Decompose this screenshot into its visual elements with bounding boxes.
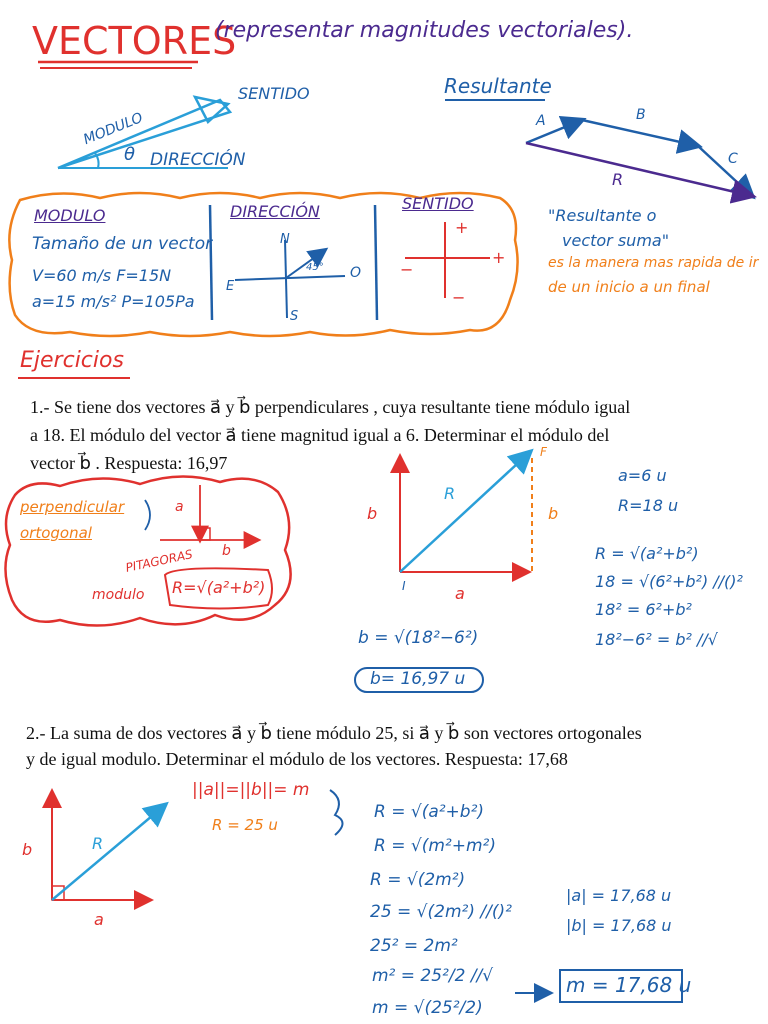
direction-axes xyxy=(235,240,345,318)
result-a: |a| = 17,68 u xyxy=(566,886,672,905)
ejercicios-title: Ejercicios xyxy=(20,348,124,373)
vector-c-label: C xyxy=(728,151,738,167)
problem1-line3: vector b⃗ . Respuesta: 16,97 xyxy=(30,453,228,473)
fig1-b-label: b xyxy=(367,504,378,523)
sentido-minus-bottom: − xyxy=(452,288,466,307)
axis-angle: 45° xyxy=(306,262,324,273)
cloud-b-label: b xyxy=(222,543,231,559)
resultante-diagram xyxy=(445,100,752,196)
problem2-line2: y de igual modulo. Determinar el módulo de los vectores. Respuesta: 17,68 xyxy=(26,749,568,769)
step4: 25 = √(2m²) //()² xyxy=(370,902,512,922)
eq1: R = √(a²+b²) xyxy=(595,544,699,563)
step1: R = √(a²+b²) xyxy=(374,802,485,822)
cloud-perpendicular: perpendicular xyxy=(20,498,125,516)
fig1-a-label: a xyxy=(455,584,465,603)
sentido-minus-left: − xyxy=(400,260,414,279)
fig1-r-label: R xyxy=(444,484,456,503)
given-r: R=18 u xyxy=(618,496,679,515)
label-theta: θ xyxy=(124,144,136,165)
step5: 25² = 2m² xyxy=(370,936,458,956)
problem1-line1: 1.- Se tiene dos vectores a⃗ y b⃗ perpendiculares , cuya resultante tiene módulo igual xyxy=(30,397,631,417)
b-answer: b= 16,97 u xyxy=(370,669,466,689)
cloud-a-label: a xyxy=(175,499,184,515)
axis-s: S xyxy=(290,309,299,324)
eq3: 18² = 6²+b² xyxy=(595,600,692,619)
axis-n: N xyxy=(280,232,290,247)
problem2-line1: 2.- La suma de dos vectores a⃗ y b⃗ tiene módulo 25, si a⃗ y b⃗ son vectores ortogonales xyxy=(26,723,642,743)
resultante-note-1: "Resultante o xyxy=(548,206,657,225)
label-sentido: SENTIDO xyxy=(238,84,310,103)
box-col3-title: SENTIDO xyxy=(402,194,474,213)
result-b: |b| = 17,68 u xyxy=(566,916,672,935)
box-col1-line2: V=60 m/s F=15N xyxy=(32,266,172,285)
box-dividers xyxy=(210,202,377,320)
resultante-note-3: es la manera mas rapida de ir xyxy=(548,255,759,271)
box-col1-line3: a=15 m/s² P=105Pa xyxy=(32,292,195,311)
axis-o: O xyxy=(350,265,362,281)
resultante-note-2: vector suma" xyxy=(562,231,670,250)
given-a: a=6 u xyxy=(618,466,667,485)
condition-r: R = 25 u xyxy=(212,816,278,834)
fig1-b2-label: b xyxy=(548,504,559,523)
eq4: 18²−6² = b² //√ xyxy=(595,630,718,649)
cloud-formula: R=√(a²+b²) xyxy=(172,578,266,597)
step3: R = √(2m²) xyxy=(370,870,466,890)
final-answer: m = 17,68 u xyxy=(566,973,692,997)
fig2-a-label: a xyxy=(94,910,104,929)
eq2: 18 = √(6²+b²) //()² xyxy=(595,572,743,591)
b-equation: b = √(18²−6²) xyxy=(358,628,479,648)
box-col1-line1: Tamaño de un vector xyxy=(32,234,213,254)
resultante-title: Resultante xyxy=(444,74,552,98)
box-col1-title: MODULO xyxy=(34,206,106,225)
resultante-note-4: de un inicio a un final xyxy=(548,278,710,296)
sentido-plus-top: + xyxy=(455,218,469,237)
fig1-i-label: I xyxy=(402,579,406,593)
step2: R = √(m²+m²) xyxy=(374,836,496,856)
sentido-plus-right: + xyxy=(492,248,506,267)
vector-b-label: B xyxy=(636,107,646,123)
step7: m = √(25²/2) xyxy=(372,998,483,1018)
vector-a-label: A xyxy=(536,113,546,129)
problem1-line2: a 18. El módulo del vector a⃗ tiene magnitud igual a 6. Determinar el módulo del xyxy=(30,425,610,445)
box-col2-title: DIRECCIÓN xyxy=(230,202,320,221)
cloud-modulo: modulo xyxy=(92,587,145,603)
cloud-ortogonal: ortogonal xyxy=(20,524,92,542)
sentido-cross xyxy=(405,218,490,298)
step6: m² = 25²/2 //√ xyxy=(372,966,494,986)
page-subtitle: (representar magnitudes vectoriales). xyxy=(215,18,634,43)
vector-r-label: R xyxy=(612,170,624,189)
axis-e: E xyxy=(226,279,235,294)
fig2-r-label: R xyxy=(92,834,104,853)
label-modulo: MODULO xyxy=(81,109,146,149)
fig2-b-label: b xyxy=(22,840,33,859)
label-direccion: DIRECCIÓN xyxy=(150,150,246,170)
condition-norm: ||a||=||b||= m xyxy=(192,780,310,800)
page-title: VECTORES xyxy=(32,19,237,63)
fig1-f-label: F xyxy=(540,445,547,459)
cloud-pitagoras: PITAGORAS xyxy=(124,547,194,575)
